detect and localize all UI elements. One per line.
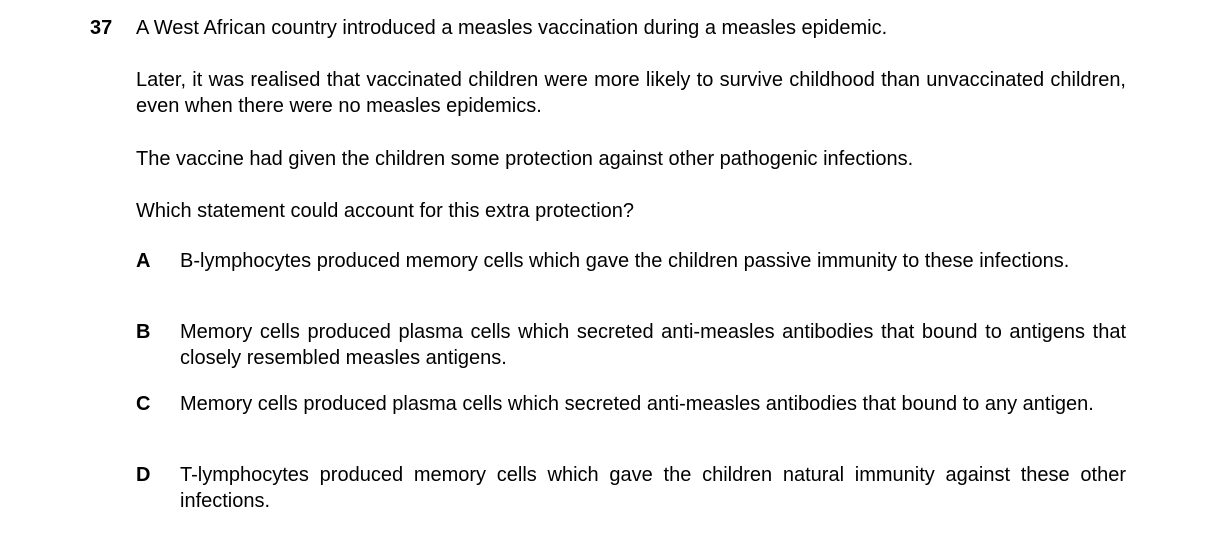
option-letter: C [136,393,151,415]
question-prompt: Which statement could account for this extra protection? [136,200,635,222]
question-stem-1: A West African country introduced a measles vaccination during a measles epidemic. [136,17,888,39]
option-letter: D [136,464,151,486]
option-text: B-lymphocytes produced memory cells which gave the children passive immunity to these infections. [180,250,1070,272]
option-text: Memory cells produced plasma cells which secreted anti-measles antibodies that bound to any antigen. [180,393,1094,415]
question-stem-3: The vaccine had given the children some protection against other pathogenic infections. [136,148,914,170]
option-text: Memory cells produced plasma cells which secreted anti-measles antibodies that bound to antigens that closely resembled measles antigens. [180,321,1126,369]
question-number: 37 [90,17,113,39]
option-letter: B [136,321,151,343]
option-letter: A [136,250,151,272]
question-stem-2: Later, it was realised that vaccinated children were more likely to survive childhood than unvaccinated children, even when there were no measles epidemics. [136,69,1126,117]
option-text: T-lymphocytes produced memory cells which gave the children natural immunity against these other infections. [180,464,1126,512]
